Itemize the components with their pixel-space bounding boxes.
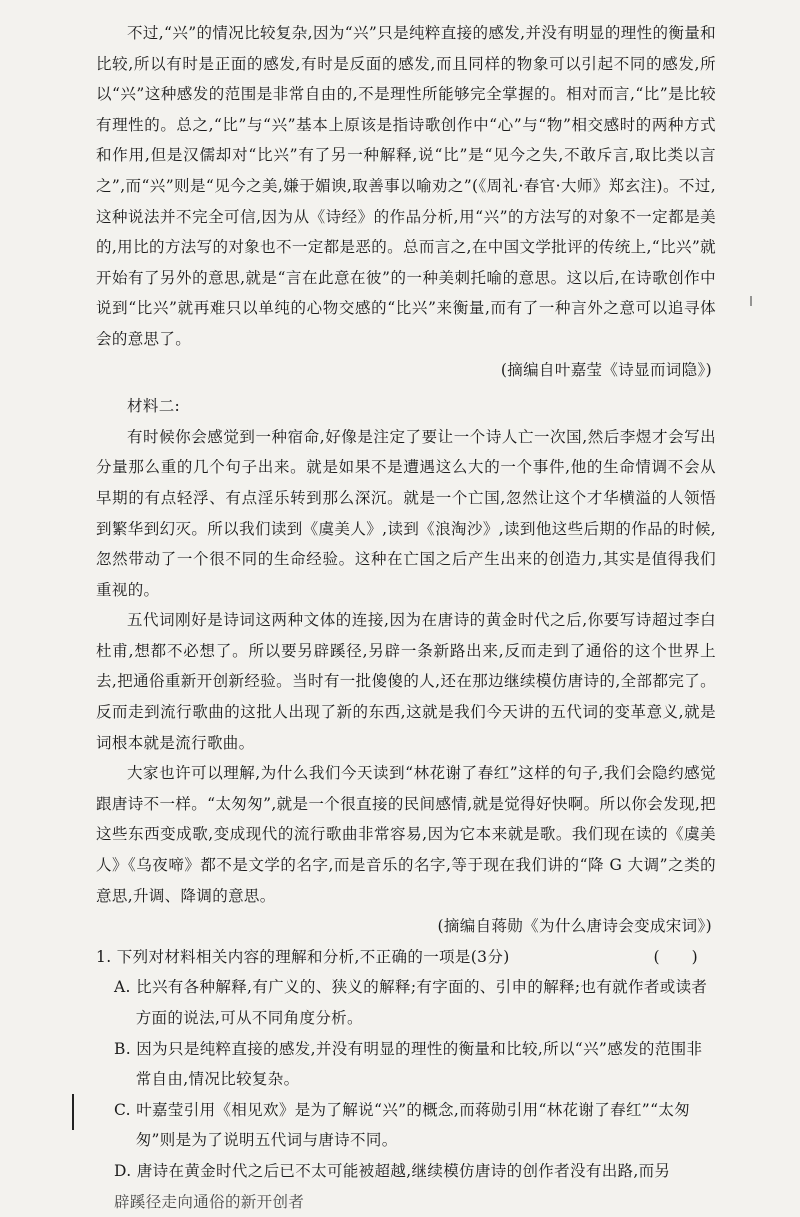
question-stem-row: [96, 942, 716, 973]
material2-label: 材料二:: [127, 397, 181, 416]
option-a: A. 比兴有各种解释,有广义的、狭义的解释;有字面的、引申的解释;也有就作者或读者方面的说法,可从不同角度分析。: [114, 978, 708, 1027]
material1-paragraph: 不过,“兴”的情况比较复杂,因为“兴”只是纯粹直接的感发,并没有明显的理性的衡量和比较,所以有时是正面的感发,有时是反面的感发,而且同样的物象可以引起不同的感发,所以“兴”这种感发的范围是非常自由的,不是理性所能够完全掌握的。相对而言,“比”是比较有理性的。总之,“比”与“兴”基本上原该是指诗歌创作中“心”与“物”相交感时的两种方式和作用,但是汉儒却对“比兴”有了另一种解释,说“比”是“见今之失,不敢斥言,取比类以言之”,而“兴”则是“见今之美,嫌于媚谀,取善事以喻劝之”(《周礼·春官·大师》郑玄注)。不过,这种说法并不完全可信,因为从《诗经》的作品分析,用“兴”的方法写的对象不一定都是美的,用比的方法写的对象也不一定都是恶的。总而言之,在中国文学批评的传统上,“比兴”就开始有了另外的意思,就是“言在此意在彼”的一种美刺托喻的意思。这以后,在诗歌创作中说到“比兴”就再难只以单纯的心物交感的“比兴”来衡量,而有了一种言外之意可以追寻体会的意思了。: [96, 24, 716, 348]
option-d-continuation: 辟蹊径走向通俗的新开创者: [114, 1192, 305, 1211]
material1-source: (摘编自叶嘉莹《诗显而词隐》): [500, 360, 712, 379]
question-1: [96, 942, 716, 1211]
question-stem: 1. 下列对材料相关内容的理解和分析,不正确的一项是(3分): [96, 947, 510, 966]
option-d: D. 唐诗在黄金时代之后已不太可能被超越,继续模仿唐诗的创作者没有出路,而另: [114, 1161, 671, 1180]
material2-source: (摘编自蒋勋《为什么唐诗会变成宋词》): [437, 917, 712, 936]
material2-paragraph-3: 大家也许可以理解,为什么我们今天读到“林花谢了春红”这样的句子,我们会隐约感觉跟唐诗不一样。“太匆匆”,就是一个很直接的民间感情,就是觉得好快啊。所以你会发现,把这些东西变成歌,变成现代的流行歌曲非常容易,因为它本来就是歌。我们现在读的《虞美人》《乌夜啼》都不是文学的名字,而是音乐的名字,等于现在我们讲的“降 G 大调”之类的意思,升调、降调的意思。: [96, 764, 716, 905]
option-c: C. 叶嘉莹引用《相见欢》是为了解说“兴”的概念,而蒋勋引用“林花谢了春红”“太匆匆”则是为了说明五代词与唐诗不同。: [114, 1100, 691, 1150]
material2-paragraph-2: 五代词刚好是诗词这两种文体的连接,因为在唐诗的黄金时代之后,你要写诗超过李白杜甫,想都不必想了。所以要另辟蹊径,另辟一条新路出来,反而走到了通俗的这个世界上去,把通俗重新开创新经验。当时有一批傻傻的人,还在那边继续模仿唐诗的,全部都完了。反而走到流行歌曲的这批人出现了新的东西,这就是我们今天讲的五代词的变革意义,就是词根本就是流行歌曲。: [96, 611, 716, 752]
answer-blank: ( ): [653, 947, 698, 966]
material2-paragraph-1: 有时候你会感觉到一种宿命,好像是注定了要让一个诗人亡一次国,然后李煜才会写出分量那么重的几个句子出来。就是如果不是遭遇这么大的一个事件,他的生命情调不会从早期的有点轻浮、有点淫乐转到那么深沉。就是一个亡国,忽然让这个才华横溢的人领悟到繁华到幻灭。所以我们读到《虞美人》,读到《浪淘沙》,读到他这些后期的作品的时候,忽然带动了一个很不同的生命经验。这种在亡国之后产生出来的创造力,其实是值得我们重视的。: [96, 427, 716, 599]
scan-edge-mark: [750, 296, 752, 306]
option-b: B. 因为只是纯粹直接的感发,并没有明显的理性的衡量和比较,所以“兴”感发的范围非常自由,情况比较复杂。: [114, 1039, 703, 1089]
scan-margin-line: [72, 1094, 74, 1130]
page-content: [96, 18, 716, 1211]
